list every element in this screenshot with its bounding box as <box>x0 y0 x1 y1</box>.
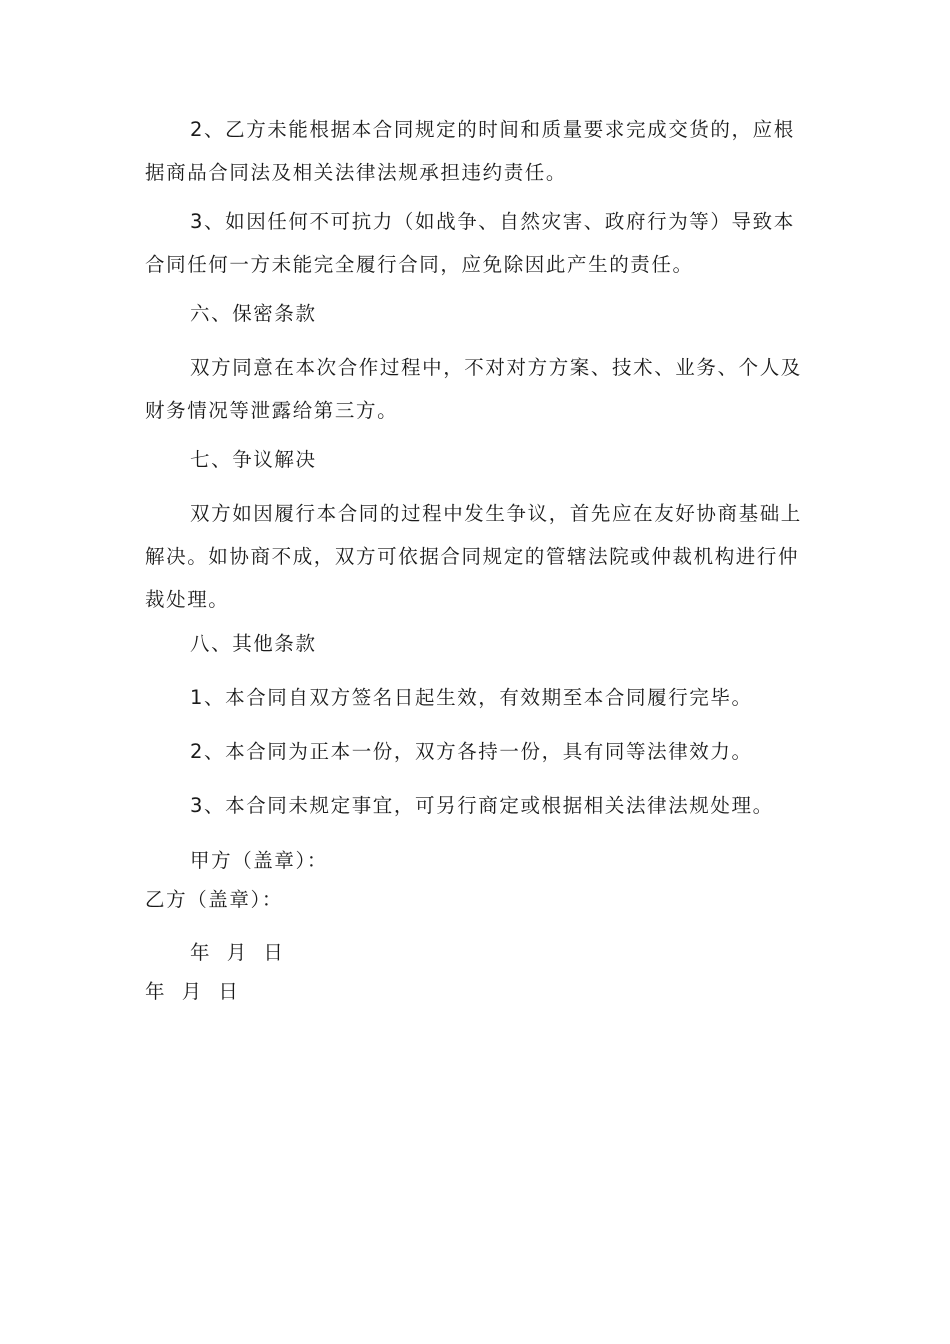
clause-unspecified-matters: 3、本合同未规定事宜，可另行商定或根据相关法律法规处理。 <box>190 794 774 817</box>
section-heading-dispute: 七、争议解决 <box>190 448 317 471</box>
party-b-seal-label: 乙方（盖章）： <box>145 888 283 911</box>
party-a-date: 年 月 日 <box>190 941 285 964</box>
clause-copies: 2、本合同为正本一份，双方各持一份，具有同等法律效力。 <box>190 740 753 763</box>
clause-force-majeure: 3、如因任何不可抗力（如战争、自然灾害、政府行为等）导致本合同任何一方未能完全履行合同，应免除因此产生的责任。 <box>145 210 795 276</box>
clause-dispute-resolution: 双方如因履行本合同的过程中发生争议，首先应在友好协商基础上解决。如协商不成，双方可依据合同规定的管辖法院或仲裁机构进行仲裁处理。 <box>145 502 802 611</box>
party-b-date: 年 月 日 <box>145 980 240 1003</box>
clause-confidentiality: 双方同意在本次合作过程中，不对对方方案、技术、业务、个人及财务情况等泄露给第三方。 <box>145 356 802 422</box>
clause-breach-delivery: 2、乙方未能根据本合同规定的时间和质量要求完成交货的，应根据商品合同法及相关法律法规承担违约责任。 <box>145 118 795 184</box>
clause-effective-date: 1、本合同自双方签名日起生效，有效期至本合同履行完毕。 <box>190 686 753 709</box>
section-heading-other: 八、其他条款 <box>190 632 317 655</box>
section-heading-confidentiality: 六、保密条款 <box>190 302 317 325</box>
party-a-seal-label: 甲方（盖章）： <box>190 849 328 872</box>
